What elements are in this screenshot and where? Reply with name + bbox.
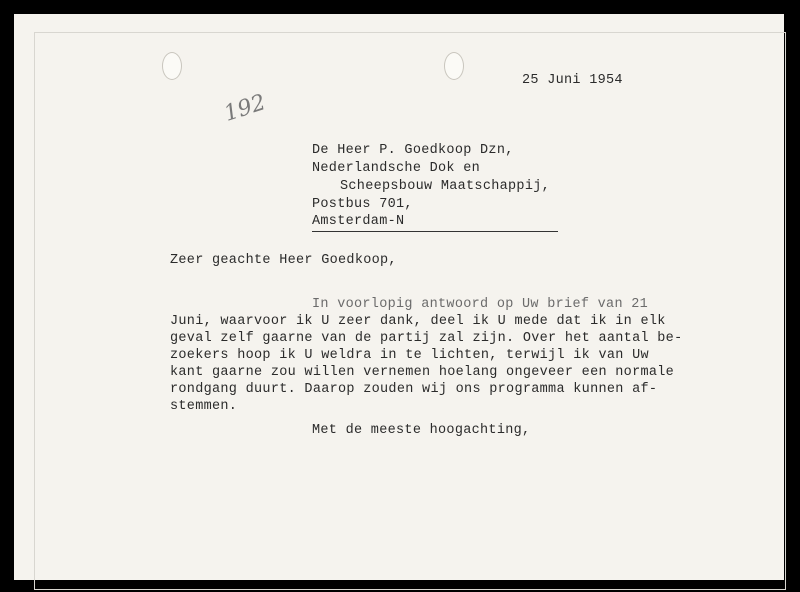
punch-hole-right — [444, 52, 464, 80]
body-line: In voorlopig antwoord op Uw brief van 21 — [312, 297, 649, 312]
body-line: geval zelf gaarne van de partij zal zijn. Over het aantal be- — [170, 331, 683, 346]
body-line: rondgang duurt. Daarop zouden wij ons programma kunnen af- — [170, 382, 658, 397]
body-line: Juni, waarvoor ik U zeer dank, deel ik U mede dat ik in elk — [170, 314, 666, 329]
handwritten-note: 192 — [221, 90, 269, 127]
letter-date: 25 Juni 1954 — [522, 73, 623, 88]
salutation: Zeer geachte Heer Goedkoop, — [170, 253, 397, 268]
body-line: zoekers hoop ik U weldra in te lichten, terwijl ik van Uw — [170, 348, 649, 363]
recipient-line-3: Scheepsbouw Maatschappij, — [340, 179, 551, 194]
recipient-line-2: Nederlandsche Dok en — [312, 161, 481, 176]
recipient-line-5: Amsterdam-N — [312, 214, 405, 229]
recipient-line-4: Postbus 701, — [312, 197, 413, 212]
address-underline — [312, 231, 558, 232]
closing: Met de meeste hoogachting, — [312, 423, 531, 438]
punch-hole-left — [162, 52, 182, 80]
body-line: stemmen. — [170, 399, 238, 414]
body-line: kant gaarne zou willen vernemen hoelang ongeveer een normale — [170, 365, 675, 380]
letter-sheet — [14, 14, 784, 580]
recipient-line-1: De Heer P. Goedkoop Dzn, — [312, 143, 514, 158]
